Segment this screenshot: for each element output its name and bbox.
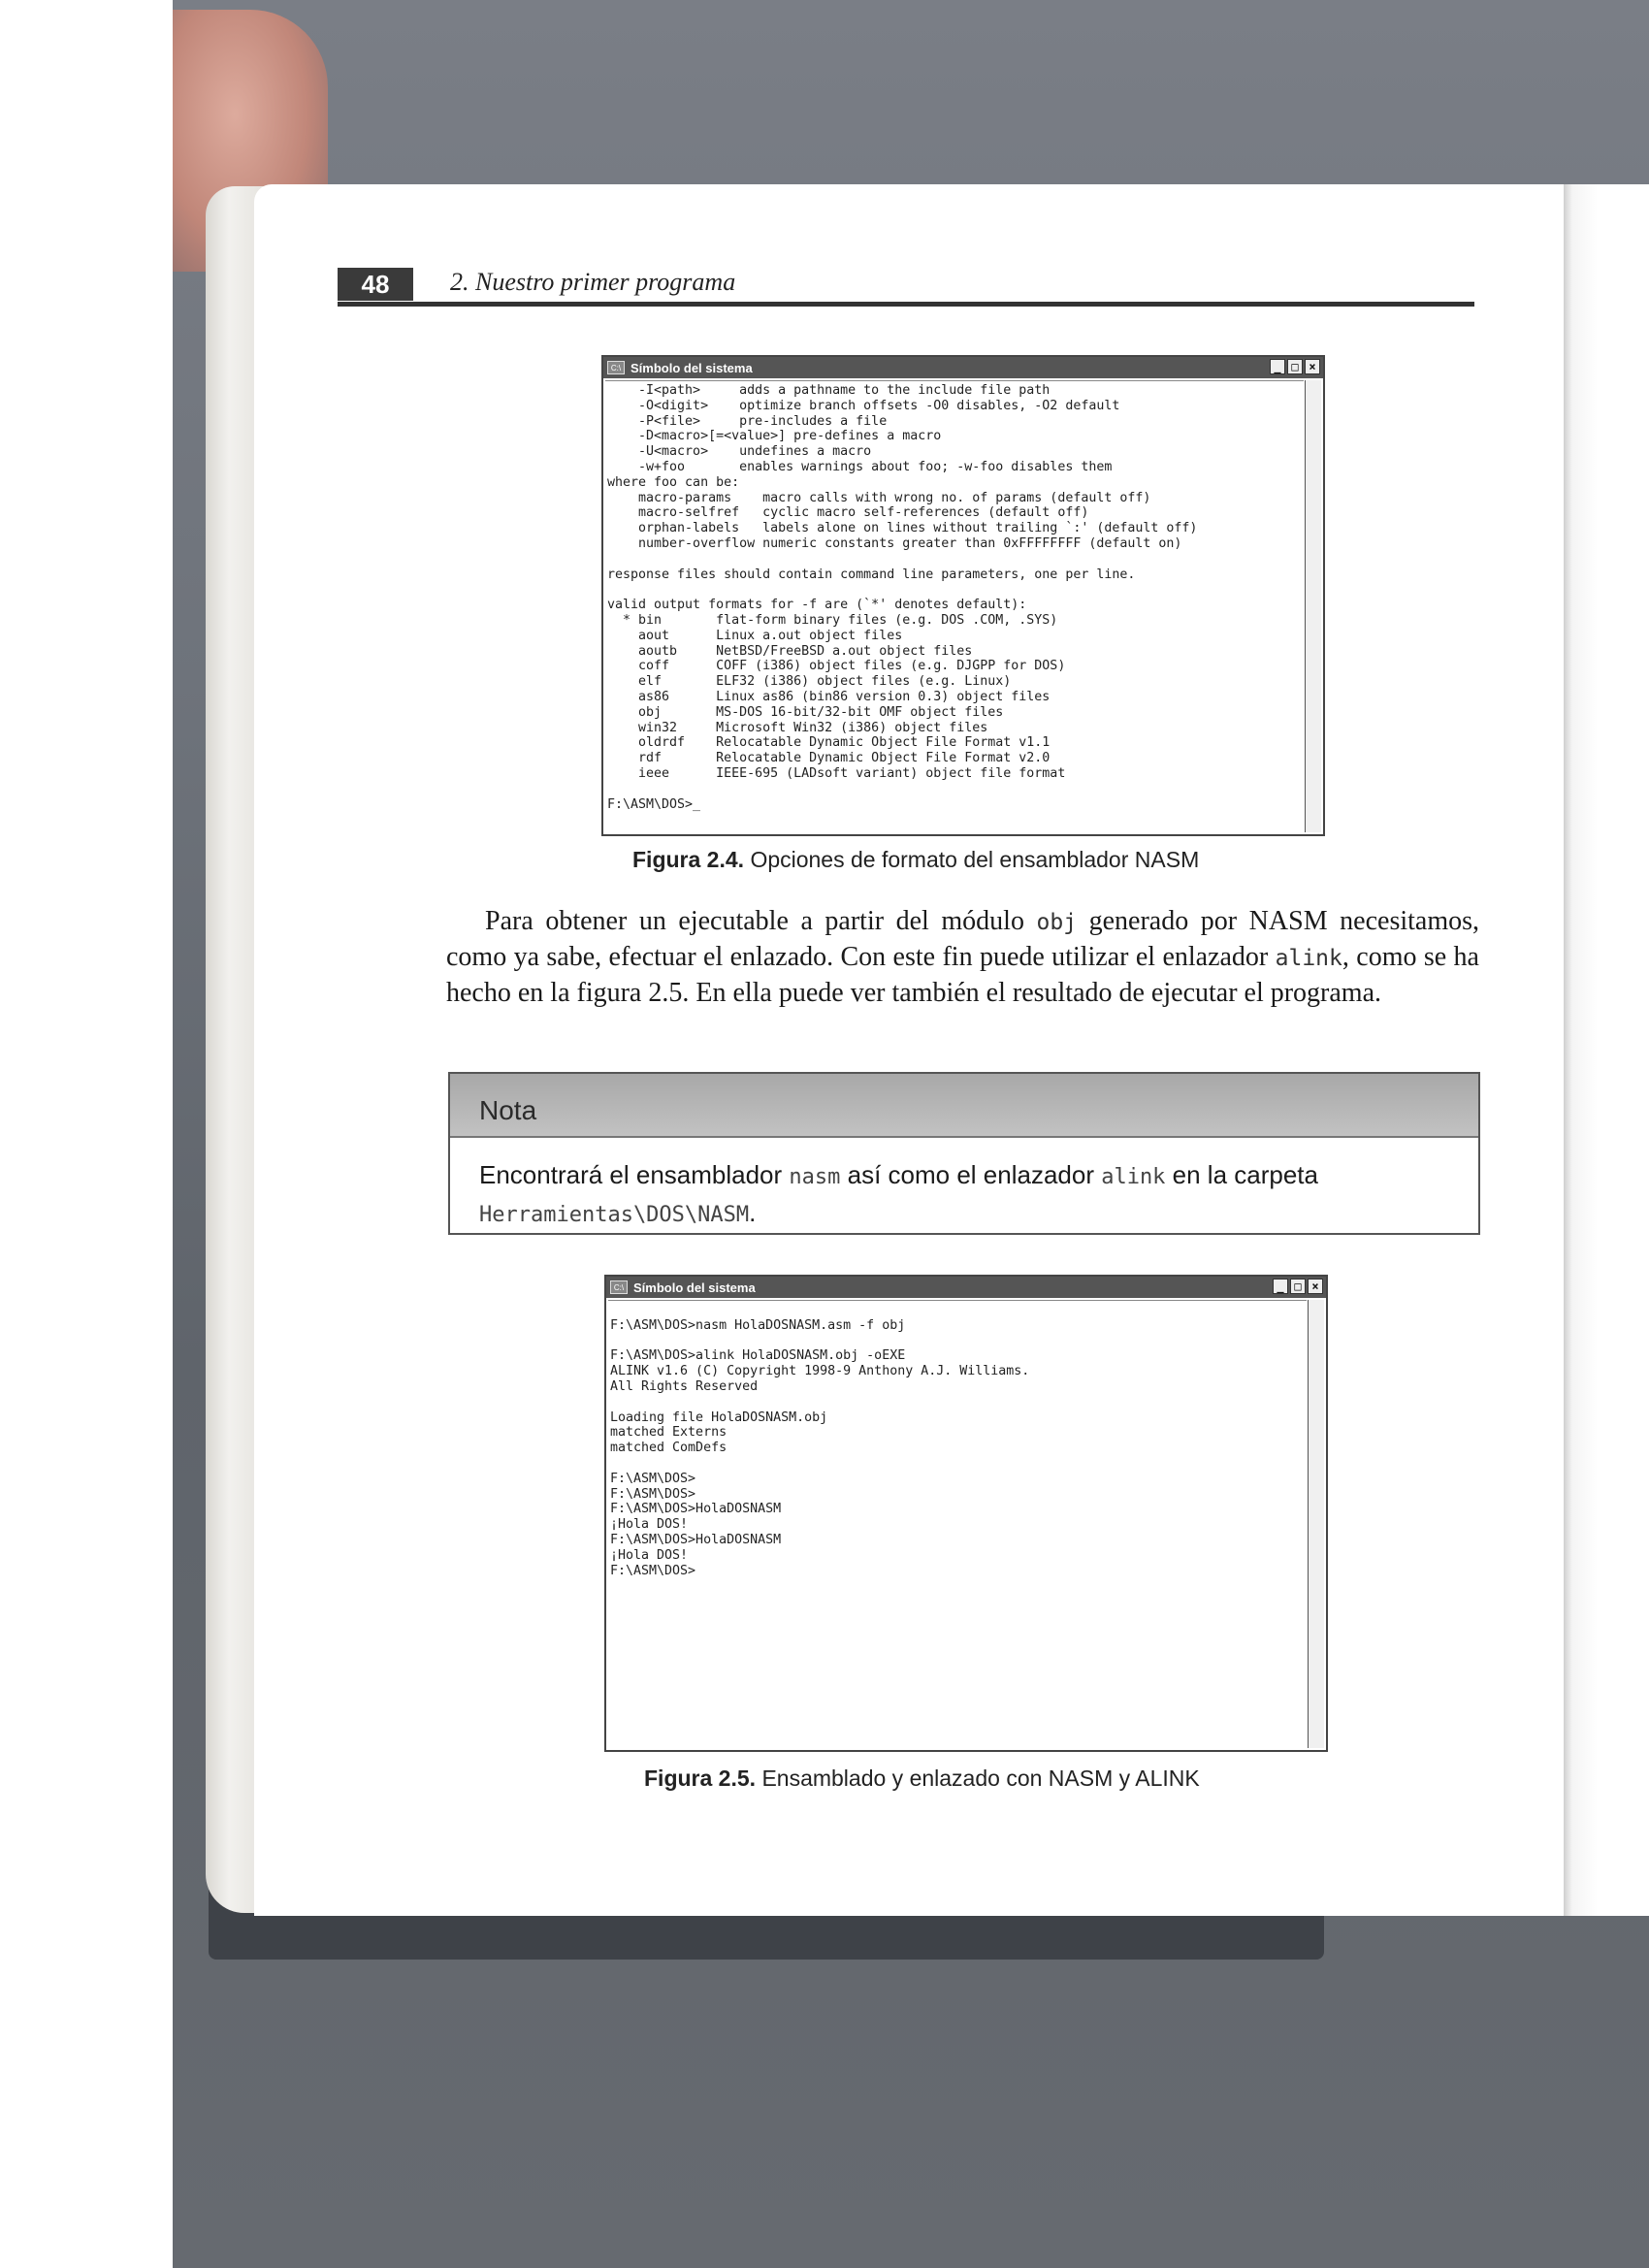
caption-text: Opciones de formato del ensamblador NASM bbox=[750, 847, 1200, 872]
window-title: Símbolo del sistema bbox=[633, 1280, 756, 1295]
inline-code: nasm bbox=[789, 1165, 841, 1189]
running-head: 2. Nuestro primer programa bbox=[450, 268, 736, 296]
minimize-button[interactable]: _ bbox=[1270, 359, 1285, 374]
figure-caption bbox=[644, 1766, 1200, 1792]
inline-code: Herramientas\DOS\NASM bbox=[479, 1203, 750, 1227]
console-icon: C:\ bbox=[607, 361, 625, 374]
vertical-scrollbar[interactable] bbox=[1305, 380, 1321, 832]
header-rule bbox=[338, 302, 1474, 307]
note-body bbox=[450, 1138, 1478, 1233]
inline-code: alink bbox=[1101, 1165, 1166, 1189]
console-output bbox=[605, 380, 1304, 832]
note-title: Nota bbox=[479, 1095, 537, 1125]
console-icon: C:\ bbox=[610, 1280, 628, 1294]
inline-code: alink bbox=[1275, 946, 1342, 971]
note-box bbox=[448, 1072, 1480, 1235]
window-titlebar bbox=[606, 1277, 1326, 1298]
console-text: F:\ASM\DOS>nasm HolaDOSNASM.asm -f obj F:\ASM\DOS>alink HolaDOSNASM.obj -oEXE ALINK v1.6 (C) Copyright 1998-9 Anthony A.J. Williams. All Rights Reserved Loading file HolaDOSNASM.obj matched Externs matched ComDefs F:\ASM\DOS> F:\ASM\DOS> F:\ASM\DOS>HolaDOSNASM ¡Hola DOS! F:\ASM\DOS>HolaDOSNASM ¡Hola DOS! F:\ASM\DOS> bbox=[610, 1317, 1030, 1578]
paragraph-text: generado por NASM necesitamos, como ya sabe, efectuar el enlazado. Con este fin puede utilizar el enlazador bbox=[446, 906, 1479, 972]
caption-label: Figura 2.5. bbox=[644, 1766, 757, 1791]
note-header bbox=[450, 1074, 1478, 1138]
note-text: así como el enlazador bbox=[840, 1160, 1102, 1189]
maximize-button[interactable]: □ bbox=[1287, 359, 1303, 374]
note-text: Encontrará el ensamblador bbox=[479, 1160, 790, 1189]
page-gutter bbox=[1564, 184, 1649, 1916]
inline-code: obj bbox=[1036, 910, 1078, 935]
note-text: . bbox=[749, 1198, 757, 1227]
note-text: en la carpeta bbox=[1165, 1160, 1318, 1189]
console-output bbox=[608, 1300, 1307, 1748]
console-text: -I<path> adds a pathname to the include file path -O<digit> optimize branch offsets -O0 disables, -O2 default -P<file> pre-includes a file -D<macro>[=<value>] pre-defines a macro -U<macro> undefines a macro -w+foo enables warnings about foo; -w-foo disables them where foo can be: macro-params macro calls with wrong no. of params (default off) macro-selfref cyclic macro self-references (default off) orphan-labels labels alone on lines without trailing `:' (default off) number-overflow numeric constants greater than 0xFFFFFFFF (default on) response files should contain command line parameters, one per line. valid output formats for -f are (`*' denotes default): * bin flat-form binary files (e.g. DOS .COM, .SYS) aout Linux a.out object files aoutb NetBSD/FreeBSD a.out object files coff COFF (i386) object files (e.g. DJGPP for DOS) elf ELF32 (i386) object files (e.g. Linux) as86 Linux as86 (bin86 version 0.3) object files obj MS-DOS 16-bit/32-bit OMF object files win32 Microsoft Win32 (i386) object files oldrdf Relocatable Dynamic Object File Format v1.1 rdf Relocatable Dynamic Object File Format v2.0 ieee IEEE-695 (LADsoft variant) object file format F:\ASM\DOS>_ bbox=[607, 383, 1198, 812]
console-window-nasm-options bbox=[601, 355, 1325, 836]
figure-caption bbox=[632, 847, 1199, 873]
caption-text: Ensamblado y enlazado con NASM y ALINK bbox=[761, 1766, 1200, 1791]
console-window-assemble-link bbox=[604, 1275, 1328, 1752]
paragraph-text: , como se ha hecho en la figura 2.5. En ella puede ver también el resultado de ejecutar el programa. bbox=[446, 942, 1479, 1008]
vertical-scrollbar[interactable] bbox=[1308, 1300, 1324, 1748]
close-button[interactable]: × bbox=[1305, 359, 1320, 374]
body-paragraph bbox=[446, 904, 1479, 1010]
window-titlebar bbox=[603, 357, 1323, 378]
page-number: 48 bbox=[338, 268, 413, 301]
maximize-button[interactable]: □ bbox=[1290, 1279, 1306, 1294]
paragraph-text: Para obtener un ejecutable a partir del módulo bbox=[485, 906, 1037, 936]
window-title: Símbolo del sistema bbox=[630, 360, 753, 375]
close-button[interactable]: × bbox=[1308, 1279, 1323, 1294]
minimize-button[interactable]: _ bbox=[1273, 1279, 1288, 1294]
caption-label: Figura 2.4. bbox=[632, 847, 745, 872]
